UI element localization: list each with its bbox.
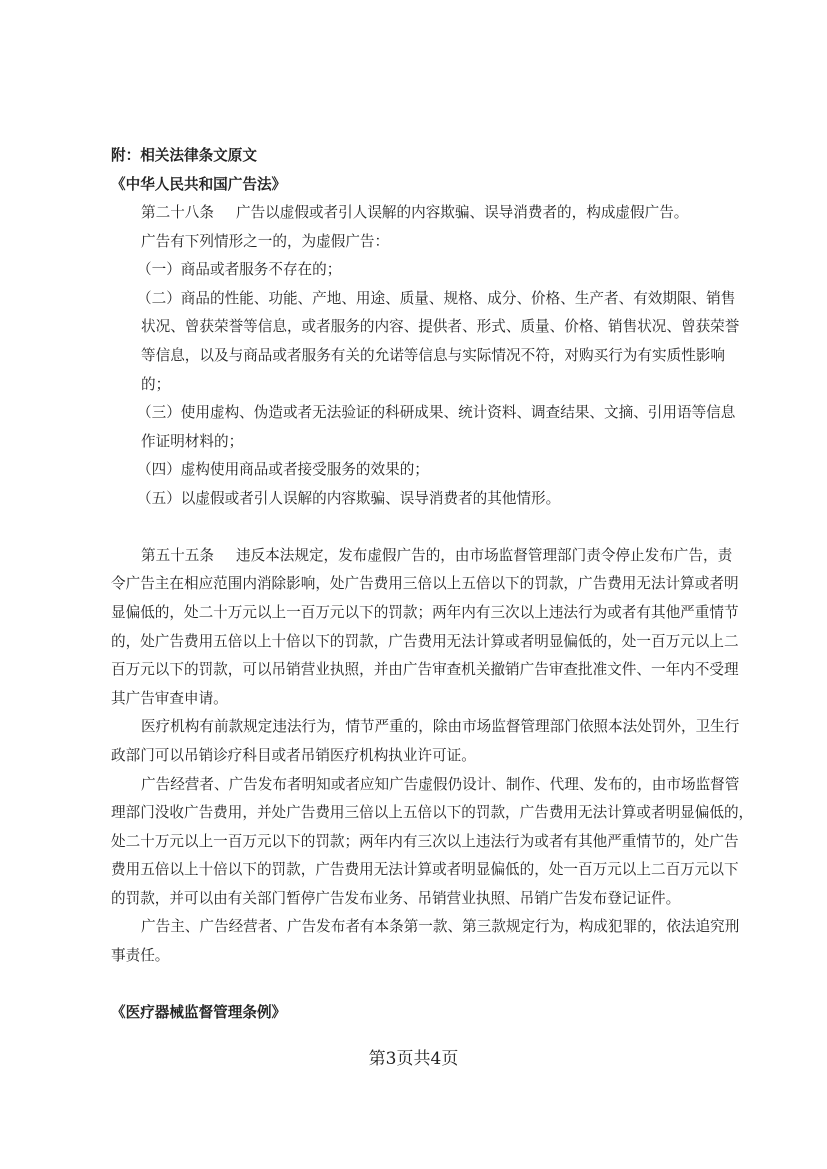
article-55-p1-line-4: 的，处广告费用五倍以上十倍以下的罚款，广告费用无法计算或者明显偏低的，处一百万元以上二 [111, 633, 739, 650]
article-55-p1-line-5: 百万元以下的罚款，可以吊销营业执照，并由广告审查机关撤销广告审查批准文件、一年内不受理 [111, 661, 739, 678]
law-title-advertising: 《中华人民共和国广告法》 [111, 176, 287, 193]
article-28-item-4: （四）虚构使用商品或者接受服务的效果的； [137, 461, 429, 478]
article-28-first-line [141, 204, 688, 222]
article-55-p1-line-6: 其广告审查申请。 [111, 690, 228, 707]
article-55-p1-line-1-text: 违反本法规定，发布虚假广告的，由市场监督管理部门责令停止发布广告，责 [235, 547, 733, 564]
current-page-number: 3 [385, 1049, 397, 1069]
article-55-p1-line-3: 显偏低的，处二十万元以上一百万元以下的罚款；两年内有三次以上违法行为或者有其他严重情节 [111, 604, 739, 621]
article-55-p1-line-1 [141, 547, 733, 565]
article-28-item-5: （五）以虚假或者引人误解的内容欺骗、误导消费者的其他情形。 [137, 490, 561, 507]
article-28-intro: 广告有下列情形之一的，为虚假广告： [141, 233, 390, 250]
article-55-p2-line-1: 医疗机构有前款规定违法行为，情节严重的，除由市场监督管理部门依照本法处罚外，卫生行 [141, 718, 740, 735]
page-number-footer [0, 1049, 827, 1069]
article-55-p3-line-1: 广告经营者、广告发布者明知或者应知广告虚假仍设计、制作、代理、发布的，由市场监督管 [141, 776, 740, 793]
article-28-item-3-line-2: 作证明材料的； [141, 433, 244, 450]
article-55-number: 第五十五条 [141, 547, 214, 564]
footer-prefix: 第 [368, 1049, 386, 1069]
article-28-item-2-line-1: （二）商品的性能、功能、产地、用途、质量、规格、成分、价格、生产者、有效期限、销售 [137, 290, 736, 307]
article-28-text: 广告以虚假或者引人误解的内容欺骗、误导消费者的，构成虚假广告。 [235, 204, 689, 221]
article-28-item-2-line-2: 状况、曾获荣誉等信息，或者服务的内容、提供者、形式、质量、价格、销售状况、曾获荣誉 [141, 318, 740, 335]
article-55-p4-line-2: 事责任。 [111, 947, 170, 964]
article-55-p2-line-2: 政部门可以吊销诊疗科目或者吊销医疗机构执业许可证。 [111, 747, 476, 764]
article-28-item-2-line-4: 的； [141, 376, 171, 393]
appendix-heading: 附：相关法律条文原文 [111, 147, 257, 164]
article-28-number: 第二十八条 [141, 204, 214, 221]
article-28-item-3-line-1: （三）使用虚构、伪造或者无法验证的科研成果、统计资料、调查结果、文摘、引用语等信息 [137, 404, 736, 421]
article-55-p3-line-5: 的罚款，并可以由有关部门暂停广告发布业务、吊销营业执照、吊销广告发布登记证件。 [111, 890, 681, 907]
law-title-medical-devices: 《医疗器械监督管理条例》 [111, 1004, 287, 1021]
footer-suffix: 页 [441, 1049, 459, 1069]
article-28-item-1: （一）商品或者服务不存在的； [137, 261, 342, 278]
article-55-p3-line-3: 处二十万元以上一百万元以下的罚款；两年内有三次以上违法行为或者有其他严重情节的，处广告 [111, 833, 739, 850]
footer-middle: 页共 [396, 1049, 431, 1069]
article-55-p4-line-1: 广告主、广告经营者、广告发布者有本条第一款、第三款规定行为，构成犯罪的，依法追究刑 [141, 918, 740, 935]
article-55-p1-line-2: 令广告主在相应范围内消除影响，处广告费用三倍以上五倍以下的罚款，广告费用无法计算或者明 [111, 575, 739, 592]
article-55-p3-line-4: 费用五倍以上十倍以下的罚款，广告费用无法计算或者明显偏低的，处一百万元以上二百万元以下 [111, 861, 739, 878]
total-page-number: 4 [430, 1049, 442, 1069]
article-55-p3-line-2: 理部门没收广告费用，并处广告费用三倍以上五倍以下的罚款，广告费用无法计算或者明显偏低的， [111, 804, 754, 821]
article-28-item-2-line-3: 等信息，以及与商品或者服务有关的允诺等信息与实际情况不符，对购买行为有实质性影响 [141, 347, 725, 364]
